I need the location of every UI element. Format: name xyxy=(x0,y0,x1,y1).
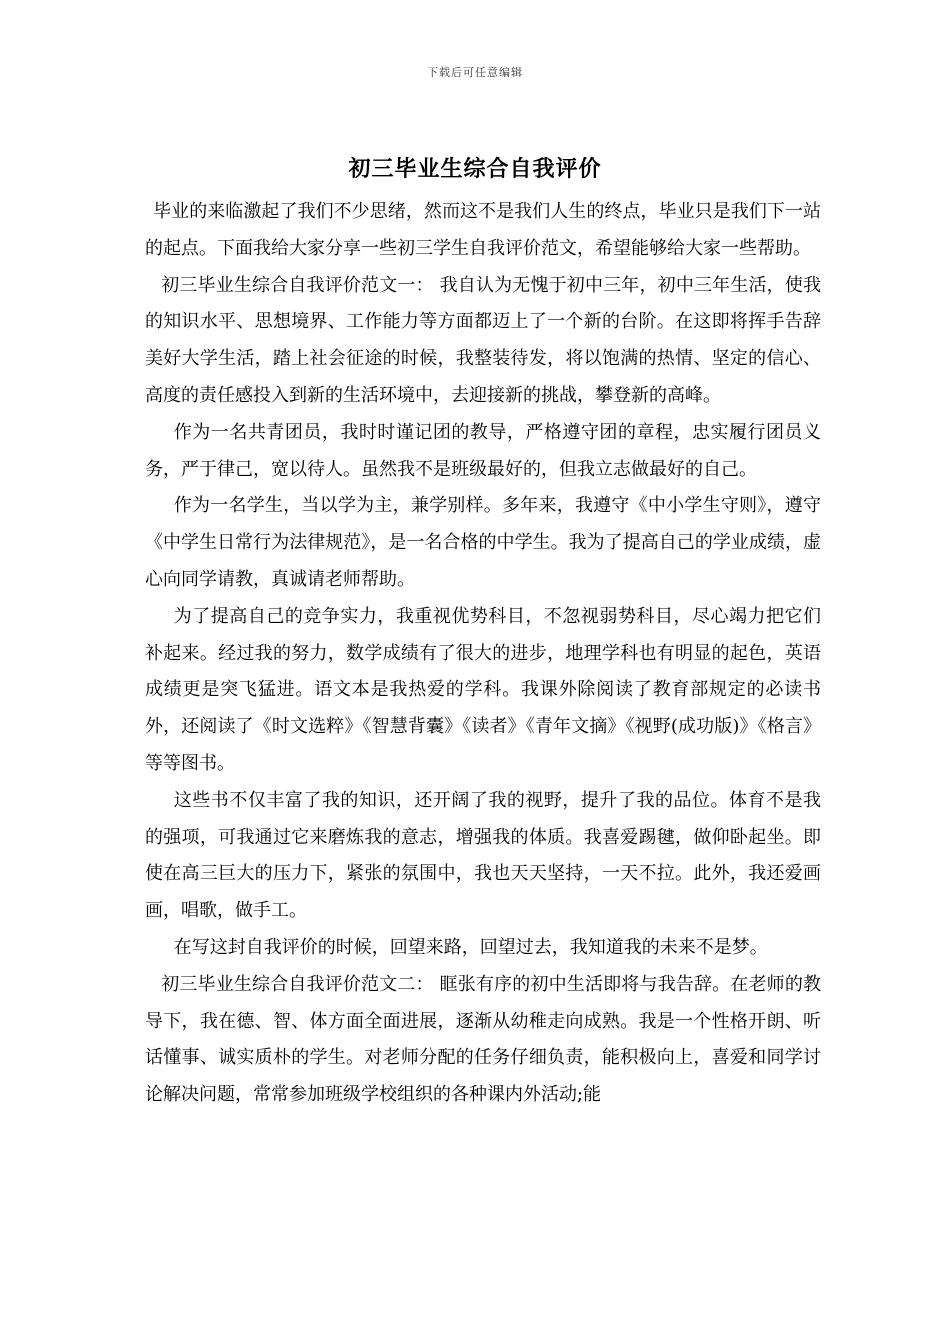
paragraph-future: 在写这封自我评价的时候，回望来路，回望过去，我知道我的未来不是梦。 xyxy=(173,936,768,958)
paragraph-sample-two: 初三毕业生综合自我评价范文二： 眶张有序的初中生活即将与我告辞。在老师的教导下，我在德、智、体方面全面进展，逐渐从幼稚走向成熟。我是一个性格开朗、听话懂事、诚实质朴的学生。对老师分配的任务仔细负责，能积极向上，喜爱和同学讨论解决问题，常常参加班级学校组织的各种课内外活动;能 xyxy=(145,973,821,1106)
paragraph-books-sports: 这些书不仅丰富了我的知识，还开阔了我的视野，提升了我的品位。体育不是我的强项，可我通过它来磨炼我的意志，增强我的体质。我喜爱踢毽，做仰卧起坐。即使在高三巨大的压力下，紧张的氛围中，我也天天坚持，一天不拉。此外，我还爱画画，唱歌，做手工。 xyxy=(145,789,821,922)
page-header: 下载后可任意编辑 xyxy=(427,66,523,79)
document-title: 初三毕业生综合自我评价 xyxy=(348,156,602,182)
paragraph-sample-one: 初三毕业生综合自我评价范文一： 我自认为无愧于初中三年，初中三年生活，使我的知识水平、思想境界、工作能力等方面都迈上了一个新的台阶。在这即将挥手告辞美好大学生活，踏上社会征途的时候，我整装待发，将以饱满的热情、坚定的信心、高度的责任感投入到新的生活环境中，去迎接新的挑战，攀登新的高峰。 xyxy=(145,274,821,406)
paragraph-student-study: 作为一名学生，当以学为主，兼学别样。多年来，我遵守《中小学生守则》，遵守《中学生日常行为法律规范》，是一名合格的中学生。我为了提高自己的学业成绩，虚心向同学请教，真诚请老师帮助。 xyxy=(145,495,821,590)
document-body xyxy=(145,194,821,1114)
paragraph-league-member: 作为一名共青团员，我时时谨记团的教导，严格遵守团的章程，忠实履行团员义务，严于律己，宽以待人。虽然我不是班级最好的，但我立志做最好的自己。 xyxy=(145,421,821,480)
paragraph-intro: 毕业的来临激起了我们不少思绪，然而这不是我们人生的终点，毕业只是我们下一站的起点。下面我给大家分享一些初三学生自我评价范文，希望能够给大家一些帮助。 xyxy=(145,201,821,259)
paragraph-subjects: 为了提高自己的竞争实力，我重视优势科目，不忽视弱势科目，尽心竭力把它们补起来。经过我的努力，数学成绩有了很大的进步，地理学科也有明显的起色，英语成绩更是突飞猛进。语文本是我热爱的学科。我课外除阅读了教育部规定的必读书外，还阅读了《时文选粹》《智慧背囊》《读者》《青年文摘》《视野(成功版)》《格言》等等图书。 xyxy=(145,605,821,774)
